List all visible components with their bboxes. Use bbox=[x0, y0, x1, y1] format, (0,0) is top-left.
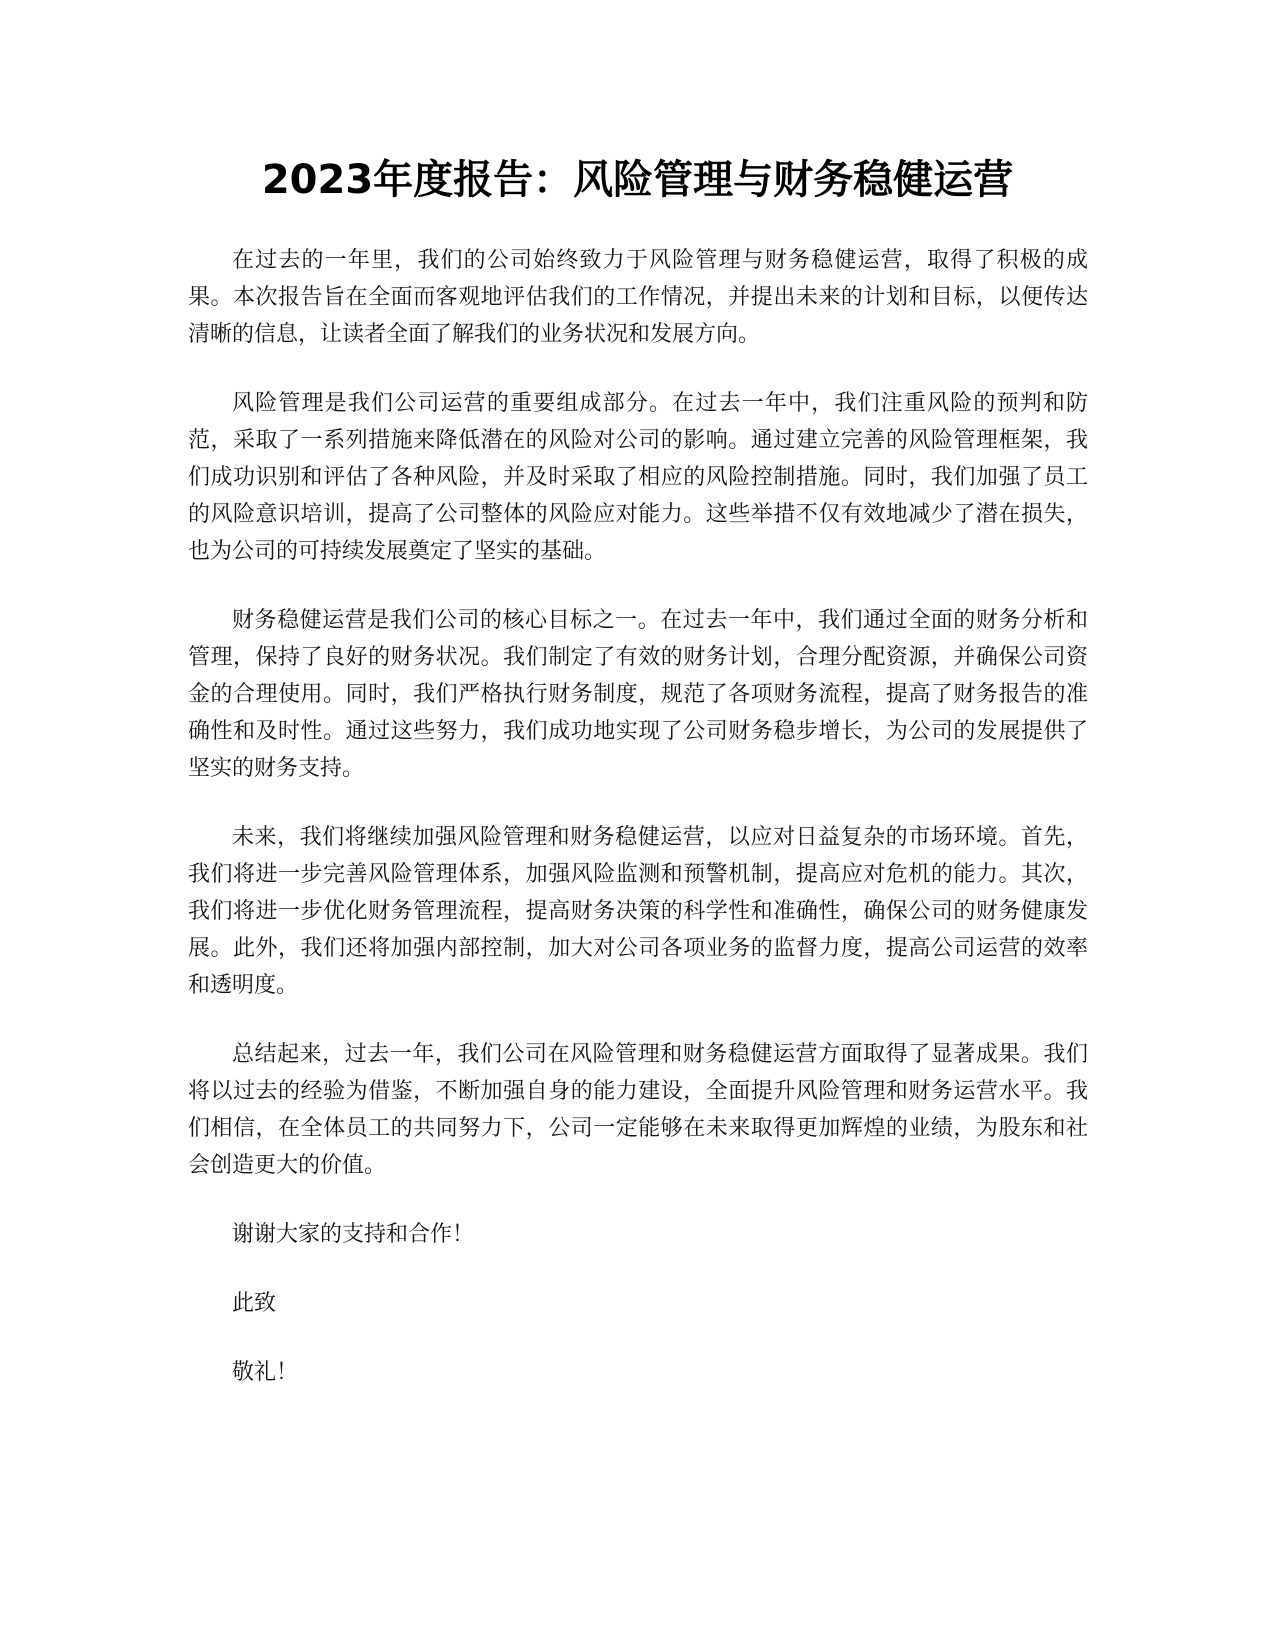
closing-thanks: 谢谢大家的支持和合作！ bbox=[232, 1222, 475, 1247]
paragraph-risk-management: 风险管理是我们公司运营的重要组成部分。在过去一年中，我们注重风险的预判和防范，采取了一系列措施来降低潜在的风险对公司的影响。通过建立完善的风险管理框架，我们成功识别和评估了各种风险，并及时采取了相应的风险控制措施。同时，我们加强了员工的风险意识培训，提高了公司整体的风险应对能力。这些举措不仅有效地减少了潜在损失，也为公司的可持续发展奠定了坚实的基础。 bbox=[188, 391, 1088, 564]
paragraph-financial-operations: 财务稳健运营是我们公司的核心目标之一。在过去一年中，我们通过全面的财务分析和管理，保持了良好的财务状况。我们制定了有效的财务计划，合理分配资源，并确保公司资金的合理使用。同时，我们严格执行财务制度，规范了各项财务流程，提高了财务报告的准确性和及时性。通过这些努力，我们成功地实现了公司财务稳步增长，为公司的发展提供了坚实的财务支持。 bbox=[188, 608, 1088, 781]
closing-salutation: 此致 bbox=[232, 1291, 277, 1316]
paragraph-future-plans: 未来，我们将继续加强风险管理和财务稳健运营，以应对日益复杂的市场环境。首先，我们将进一步完善风险管理体系，加强风险监测和预警机制，提高应对危机的能力。其次，我们将进一步优化财务管理流程，提高财务决策的科学性和准确性，确保公司的财务健康发展。此外，我们还将加强内部控制，加大对公司各项业务的监督力度，提高公司运营的效率和透明度。 bbox=[188, 825, 1088, 998]
paragraph-intro: 在过去的一年里，我们的公司始终致力于风险管理与财务稳健运营，取得了积极的成果。本次报告旨在全面而客观地评估我们的工作情况，并提出未来的计划和目标，以便传达清晰的信息，让读者全面了解我们的业务状况和发展方向。 bbox=[188, 248, 1088, 347]
document-body bbox=[188, 242, 1088, 1423]
document-title: 2023年度报告：风险管理与财务稳健运营 bbox=[261, 157, 1014, 203]
paragraph-summary: 总结起来，过去一年，我们公司在风险管理和财务稳健运营方面取得了显著成果。我们将以过去的经验为借鉴，不断加强自身的能力建设，全面提升风险管理和财务运营水平。我们相信，在全体员工的共同努力下，公司一定能够在未来取得更加辉煌的业绩，为股东和社会创造更大的价值。 bbox=[188, 1042, 1088, 1178]
closing-regards: 敬礼！ bbox=[232, 1360, 299, 1385]
